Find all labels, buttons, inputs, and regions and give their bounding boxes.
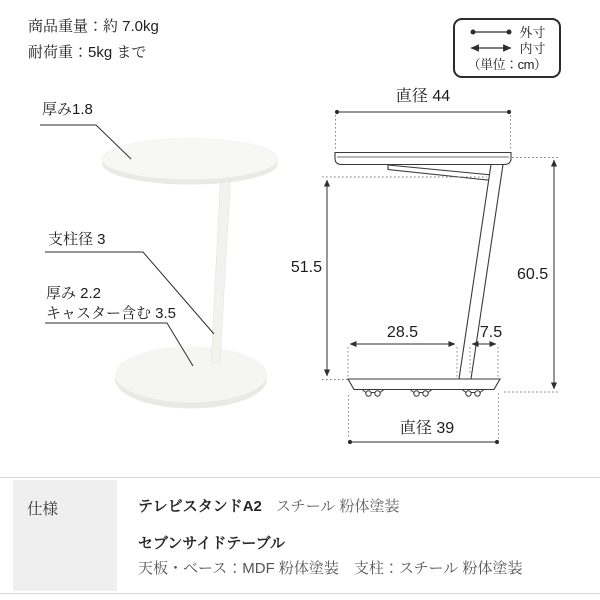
inner-height-label: 51.5 (290, 259, 322, 276)
label-top-thickness: 厚み1.8 (42, 101, 93, 118)
table-base-top (115, 347, 267, 403)
legend-outer-label: 外寸 (519, 24, 546, 40)
diagram-pole (459, 165, 503, 380)
legend-unit-label: （単位：cm） (467, 56, 547, 72)
label-pole-diameter: 支柱径 3 (48, 231, 106, 248)
spec-product-2-name: セブンサイドテーブル (138, 535, 286, 552)
spec-section (0, 477, 600, 594)
spec-product-1-material: スチール 粉体塗装 (275, 498, 400, 515)
table-illustration (102, 139, 278, 409)
spec-product-1-name: テレビスタンドA2 (138, 498, 262, 515)
diagram-base (348, 379, 500, 390)
side-view-diagram (335, 153, 511, 397)
base-inner-right-label: 7.5 (479, 324, 503, 341)
base-inner-left-label: 28.5 (386, 324, 419, 341)
table-top-surface (102, 139, 278, 180)
legend-inner-label: 内寸 (519, 40, 546, 56)
diagram-tabletop (335, 153, 511, 165)
product-weight-text: 商品重量：約 7.0kg (28, 18, 159, 35)
base-diameter-label: 直径 39 (399, 420, 455, 437)
spec-section-header: 仕様 (13, 480, 117, 591)
diagram-support-arm (388, 165, 497, 181)
label-base-thickness-casters: キャスター含む 3.5 (46, 305, 177, 322)
spec-line-1 (138, 496, 522, 517)
spec-product-2-materials: 天板・ベース：MDF 粉体塗装 支柱：スチール 粉体塗装 (138, 560, 523, 577)
load-capacity-text: 耐荷重：5kg まで (28, 44, 147, 61)
top-diameter-label: 直径 44 (395, 88, 451, 105)
diagram-casters (362, 390, 484, 397)
outer-height-label: 60.5 (517, 266, 549, 283)
spec-section-body (117, 478, 522, 593)
label-base-thickness: 厚み 2.2 (46, 285, 102, 302)
table-pole (211, 170, 231, 363)
